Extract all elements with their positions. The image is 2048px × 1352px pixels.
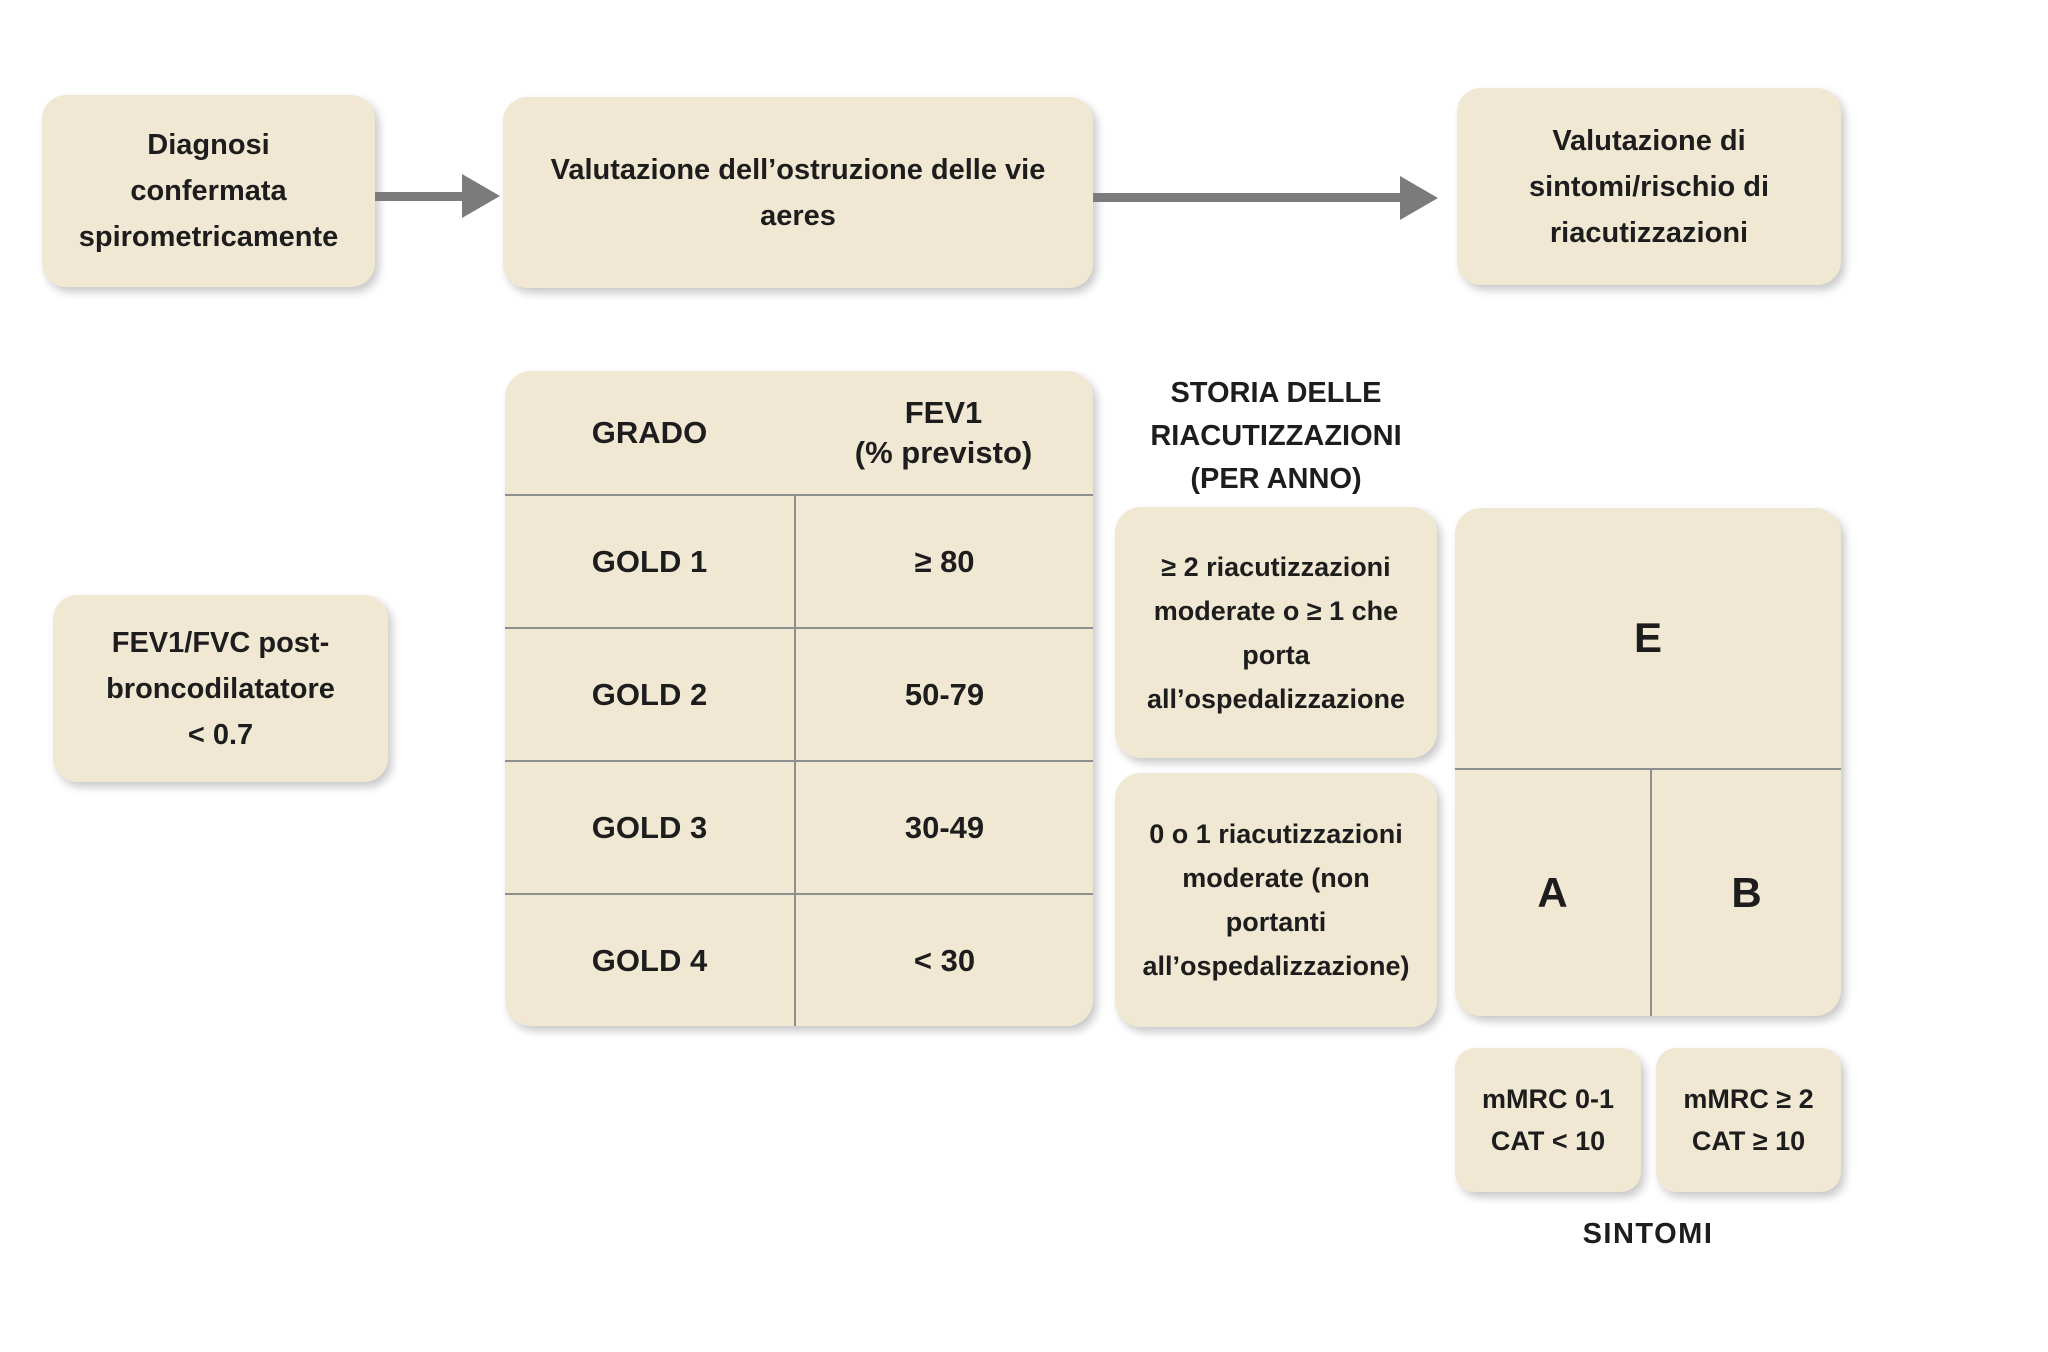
text-line: < 0.7 <box>187 718 254 751</box>
text-line: sintomi/rischio di <box>1528 170 1770 203</box>
text-line: (PER ANNO) <box>1190 463 1362 495</box>
gold-grade-table <box>505 371 1093 1026</box>
text-line: confermata <box>130 175 287 207</box>
table-cell-fev1: ≥ 80 <box>914 543 975 579</box>
text-line: spirometricamente <box>78 221 339 253</box>
text-line: (% previsto) <box>854 434 1033 470</box>
text-line: porta <box>1242 639 1310 670</box>
table-header-fev1 <box>794 371 1093 494</box>
exacerbation-high-risk-box <box>1115 507 1437 758</box>
table-header-grado <box>505 371 794 494</box>
text-line: Valutazione di <box>1552 124 1746 157</box>
text-line: moderate o ≥ 1 che <box>1153 595 1399 626</box>
criterion-box-fev1-fvc <box>53 595 388 782</box>
table-cell-grade: GOLD 2 <box>505 629 796 760</box>
text-line: all’ospedalizzazione) <box>1142 951 1410 981</box>
table-cell-fev1: 30-49 <box>904 809 985 845</box>
arrow-right-icon <box>462 174 500 218</box>
text-line: Diagnosi <box>147 129 270 161</box>
text-line: aeres <box>760 199 836 232</box>
text-line: Valutazione dell’ostruzione delle vie <box>550 153 1046 186</box>
text-line: CAT < 10 <box>1490 1126 1606 1156</box>
text-line: CAT ≥ 10 <box>1691 1126 1806 1156</box>
text-line: mMRC 0-1 <box>1481 1084 1615 1114</box>
table-row <box>505 893 1093 1026</box>
grid-cell-e: E <box>1455 508 1841 770</box>
text-line: ≥ 2 riacutizzazioni <box>1161 551 1391 582</box>
table-cell-grade: GOLD 4 <box>505 895 796 1026</box>
flow-box-airflow-obstruction <box>503 97 1093 288</box>
text-line: portanti <box>1225 907 1327 937</box>
text-line: mMRC ≥ 2 <box>1683 1084 1814 1114</box>
text-line: moderate (non <box>1182 863 1370 893</box>
text-line: broncodilatatore <box>106 672 335 705</box>
symptoms-axis-label: SINTOMI <box>1582 1218 1714 1250</box>
grid-cell-a: A <box>1455 770 1652 1016</box>
flow-box-diagnosis <box>42 95 375 287</box>
table-cell-grade: GOLD 3 <box>505 762 796 893</box>
table-cell-fev1: 50-79 <box>904 676 985 712</box>
grid-cell-b: B <box>1731 869 1762 916</box>
flow-box-symptoms-risk <box>1457 88 1841 285</box>
table-cell-fev1: < 30 <box>913 942 976 978</box>
arrow-right-icon <box>1400 176 1438 220</box>
table-cell-grade: GOLD 1 <box>505 496 796 627</box>
text-line: RIACUTIZZAZIONI <box>1150 420 1402 452</box>
text-line: FEV1/FVC post- <box>111 626 330 659</box>
symptom-score-low-box <box>1455 1048 1641 1192</box>
text-line: riacutizzazioni <box>1549 216 1749 249</box>
text-line: STORIA DELLE <box>1170 377 1382 409</box>
grid-bottom-row <box>1455 770 1841 1016</box>
table-header-row <box>505 371 1093 496</box>
table-row <box>505 496 1093 627</box>
symptom-score-high-box <box>1656 1048 1841 1192</box>
text-line: 0 o 1 riacutizzazioni <box>1149 819 1403 849</box>
table-row <box>505 627 1093 760</box>
table-row <box>505 760 1093 893</box>
arrow-shaft <box>375 192 467 201</box>
exacerbation-history-heading <box>1096 372 1456 501</box>
exacerbation-low-risk-box <box>1115 773 1437 1027</box>
text-line: FEV1 <box>904 394 983 430</box>
arrow-shaft <box>1093 193 1402 202</box>
text-line: GRADO <box>591 414 708 450</box>
text-line: all’ospedalizzazione <box>1146 683 1406 714</box>
abe-classification-grid <box>1455 508 1841 1016</box>
